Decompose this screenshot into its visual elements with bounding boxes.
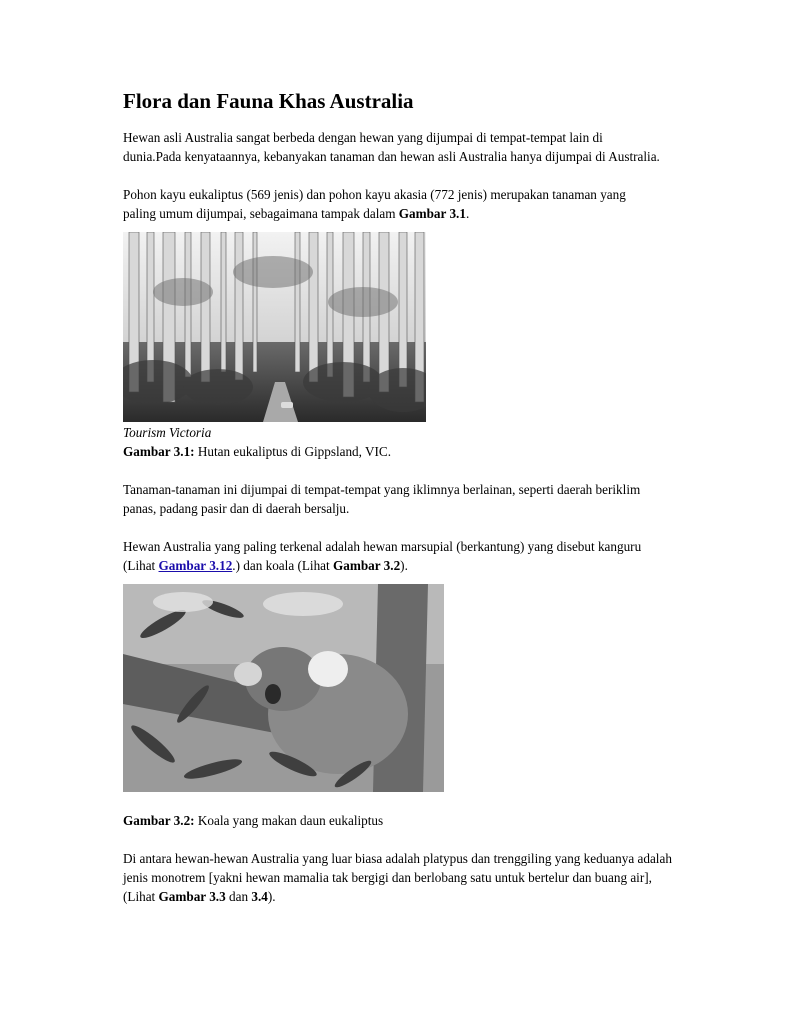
flora-text: Pohon kayu eukaliptus (569 jenis) dan pohon kayu akasia (772 jenis) merupakan tanaman yang paling umum dijumpai, sebagaimana tampak dalam <box>123 187 626 221</box>
monotreme-end: ). <box>267 889 276 904</box>
fauna-text-1: Hewan Australia yang paling terkenal adalah hewan marsupial (berkantung) yang disebut kanguru (Lihat <box>123 539 642 573</box>
fauna-paragraph <box>123 537 653 575</box>
caption-text: Hutan eukaliptus di Gippsland, VIC. <box>194 444 392 459</box>
monotreme-text-1: Di antara hewan-hewan Australia yang luar biasa adalah platypus dan trenggiling yang keduanya adalah jenis monotrem [yakni hewan mamalia tak bergigi dan berlobang satu untuk bertelur dan buang air], (Lihat <box>123 851 672 904</box>
fauna-text-2: .) dan koala (Lihat <box>232 558 333 573</box>
figure-ref-3-1: Gambar 3.1 <box>398 206 466 221</box>
flora-paragraph <box>123 185 658 223</box>
fauna-end: ). <box>400 558 408 573</box>
figure-ref-3-4: 3.4 <box>251 889 268 904</box>
figure-caption-3-2 <box>123 811 683 830</box>
figure-caption-3-1 <box>123 442 683 461</box>
flora-end: . <box>465 206 470 221</box>
figure-ref-3-3: Gambar 3.3 <box>158 889 226 904</box>
figure-link-3-12[interactable]: Gambar 3.12 <box>158 558 233 573</box>
koala-photo <box>123 584 683 792</box>
caption-text: Koala yang makan daun eukaliptus <box>194 813 384 828</box>
climate-paragraph: Tanaman-tanaman ini dijumpai di tempat-tempat yang iklimnya berlainan, seperti daerah beriklim panas, padang pasir dan di daerah bersalju. <box>123 482 641 516</box>
document-page <box>123 88 683 906</box>
monotreme-paragraph <box>123 849 673 906</box>
intro-paragraph: Hewan asli Australia sangat berbeda dengan hewan yang dijumpai di tempat-tempat lain di dunia.Pada kenyataannya, kebanyakan tanaman dan hewan asli Australia hanya dijumpai di Australia. <box>123 130 660 164</box>
photo-credit: Tourism Victoria <box>123 425 212 440</box>
figure-ref-3-2: Gambar 3.2 <box>333 558 401 573</box>
page-title: Flora dan Fauna Khas Australia <box>123 89 414 113</box>
caption-label: Gambar 3.2: <box>123 813 195 828</box>
monotreme-mid: dan <box>225 889 252 904</box>
caption-label: Gambar 3.1: <box>123 444 195 459</box>
eucalyptus-forest-photo <box>123 232 683 422</box>
